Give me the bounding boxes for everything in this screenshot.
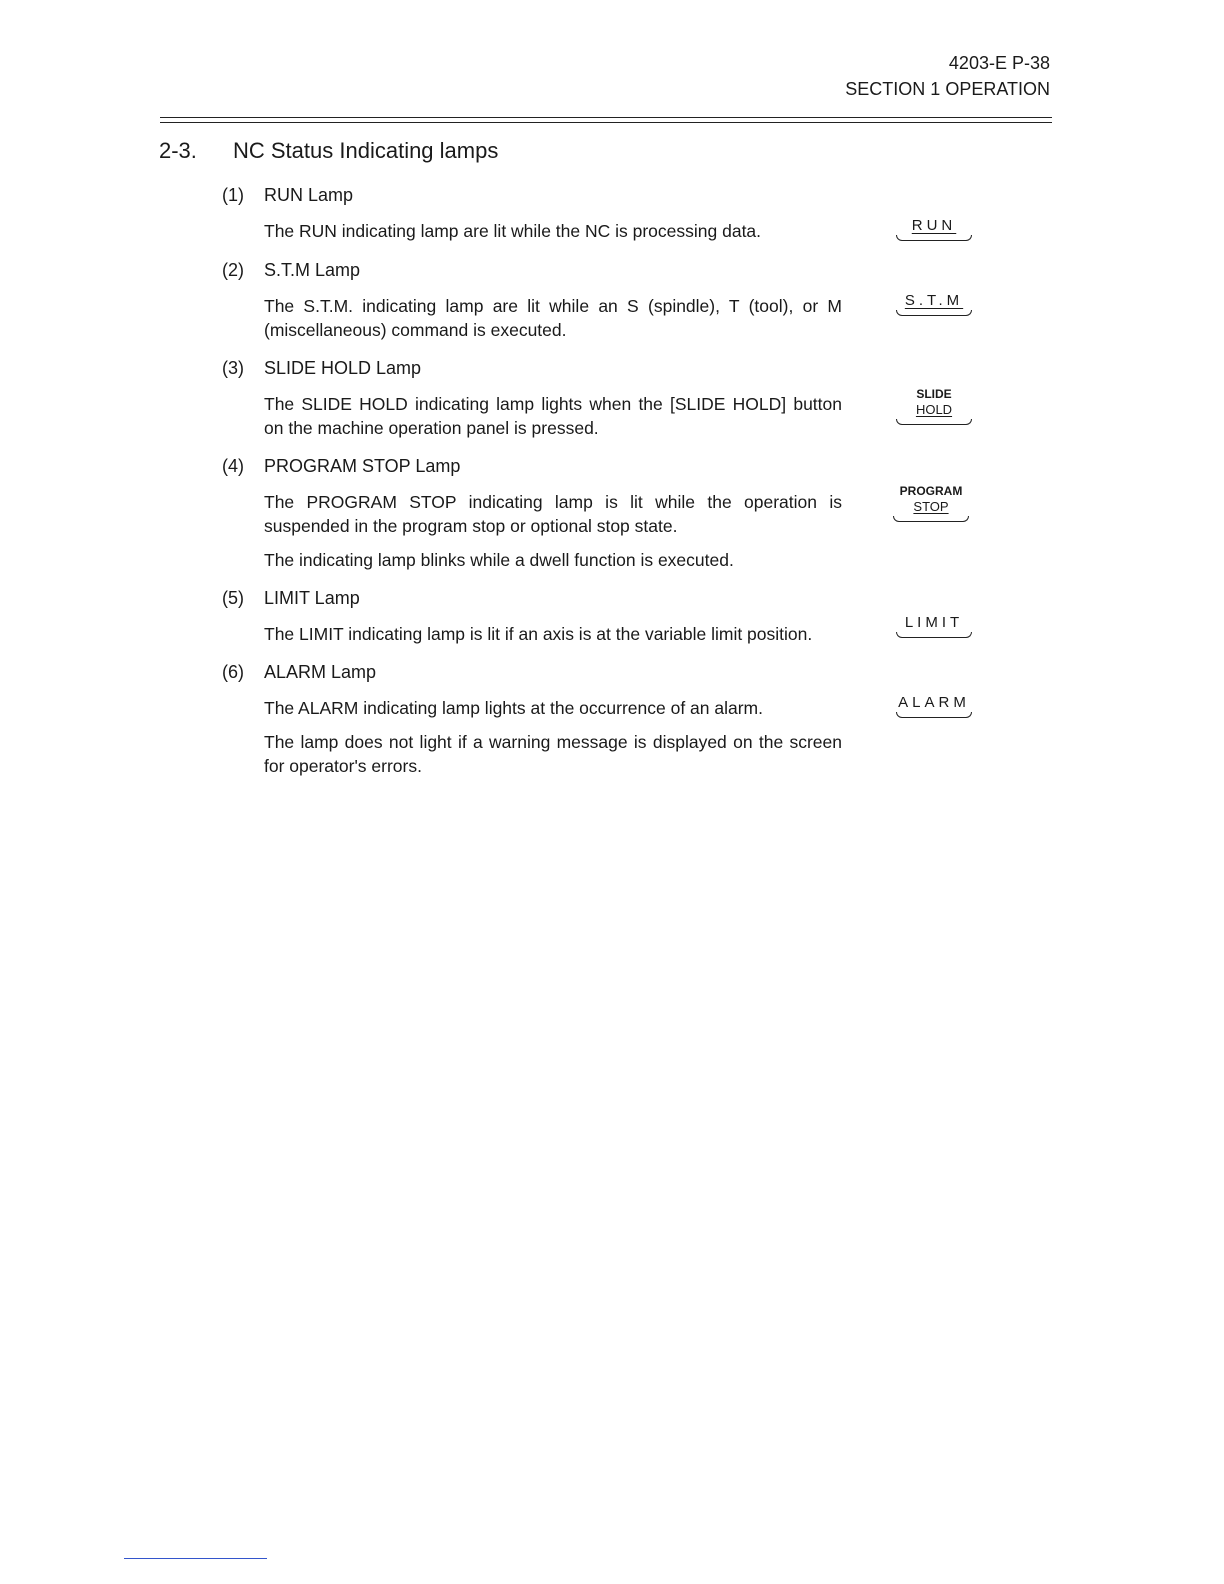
slide-hold-lamp-label-bottom: HOLD — [915, 402, 953, 417]
item-title-limit: LIMIT Lamp — [264, 588, 360, 608]
section-number: 2-3. — [159, 138, 197, 163]
slide-hold-lamp-label-top: SLIDE — [916, 387, 952, 401]
item-title-program-stop: PROGRAM STOP Lamp — [264, 456, 461, 476]
program-stop-lamp-icon — [886, 483, 976, 522]
run-lamp-label: RUN — [911, 217, 957, 234]
page-reference: 4203-E P-38 — [948, 53, 1050, 73]
item-description-run: The RUN indicating lamp are lit while the NC is processing data. — [264, 221, 762, 241]
item-note-program-stop: The indicating lamp blinks while a dwell function is executed. — [264, 550, 734, 570]
item-note-alarm: The lamp does not light if a warning message is displayed on the screen for operator's errors. — [264, 732, 842, 776]
item-description-stm: The S.T.M. indicating lamp are lit while an S (spindle), T (tool), or M (miscellaneous) command is executed. — [264, 296, 842, 340]
footer-rule — [124, 1558, 267, 1559]
header-divider-secondary — [160, 122, 1052, 123]
item-number: (2) — [222, 260, 244, 280]
lamp-bar — [896, 419, 972, 425]
page-header — [845, 50, 1050, 102]
program-stop-lamp-label-top: PROGRAM — [899, 484, 963, 498]
header-divider — [160, 117, 1052, 118]
lamp-bar — [896, 712, 972, 718]
program-stop-lamp-label-bottom: STOP — [913, 499, 949, 514]
lamp-bar — [896, 632, 972, 638]
item-description-alarm: The ALARM indicating lamp lights at the occurrence of an alarm. — [264, 698, 763, 718]
stm-lamp-icon — [889, 293, 979, 316]
limit-lamp-label: LIMIT — [904, 614, 964, 631]
section-label: SECTION 1 OPERATION — [845, 79, 1050, 99]
item-description-program-stop: The PROGRAM STOP indicating lamp is lit while the operation is suspended in the program stop or optional stop state. — [264, 492, 842, 536]
item-number: (4) — [222, 456, 244, 476]
slide-hold-lamp-icon — [889, 386, 979, 425]
item-title-alarm: ALARM Lamp — [264, 662, 377, 682]
limit-lamp-icon — [889, 615, 979, 638]
alarm-lamp-icon — [889, 695, 979, 718]
section-title: NC Status Indicating lamps — [233, 138, 499, 163]
item-title-stm: S.T.M Lamp — [264, 260, 361, 280]
item-number: (5) — [222, 588, 244, 608]
item-description-limit: The LIMIT indicating lamp is lit if an axis is at the variable limit position. — [264, 624, 813, 644]
item-title-slide-hold: SLIDE HOLD Lamp — [264, 358, 422, 378]
item-number: (3) — [222, 358, 244, 378]
lamp-bar — [896, 235, 972, 241]
lamp-bar — [893, 516, 969, 522]
stm-lamp-label: S.T.M — [904, 292, 964, 309]
item-description-slide-hold: The SLIDE HOLD indicating lamp lights when the [SLIDE HOLD] button on the machine operation panel is pressed. — [264, 394, 842, 438]
item-number: (6) — [222, 662, 244, 682]
item-title-run: RUN Lamp — [264, 185, 354, 205]
alarm-lamp-label: ALARM — [898, 694, 970, 711]
lamp-bar — [896, 310, 972, 316]
run-lamp-icon — [889, 218, 979, 241]
item-number: (1) — [222, 185, 244, 205]
section-heading — [159, 138, 498, 164]
